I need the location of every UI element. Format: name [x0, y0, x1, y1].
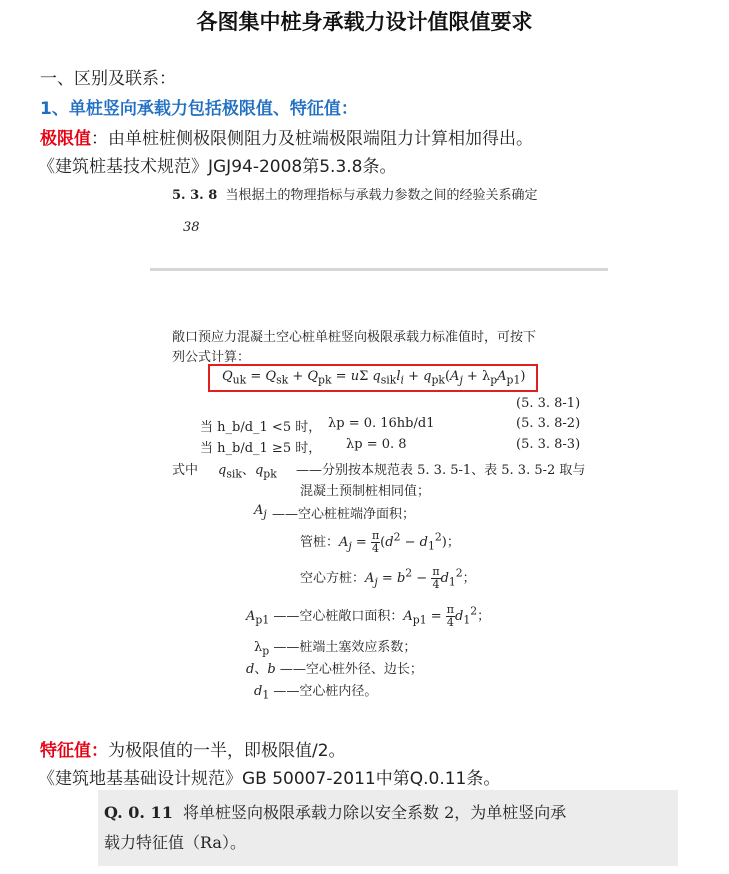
eq-number-2: (5. 3. 8-2) — [516, 416, 581, 431]
scan2-clause-number: Q. 0. 11 — [104, 803, 173, 822]
d1-line: $d_1$ ——空心桩内径。 — [254, 684, 378, 702]
apl-formula: $A_{p1}$ ——空心桩敞口面积：$A_{p1}$ = $\frac{\pi}{4}$ $d_1^2$； — [246, 603, 491, 629]
where-q-symbols: $q_{sik}$、$q_{pk}$ — [218, 463, 277, 481]
scan-page-number: 38 — [183, 220, 200, 235]
apl-text: ——空心桩敞口面积： — [273, 609, 404, 624]
lambda-line: $\lambda_p$ ——桩端土塞效应系数； — [254, 640, 417, 658]
where-label: 式中 — [172, 463, 199, 478]
page-title: 各图集中桩身承载力设计值限值要求 — [196, 10, 533, 34]
scan2-line2: 载力特征值（Ra）。 — [104, 833, 246, 852]
limit-value-line — [40, 124, 533, 149]
where-q-text2: 混凝土预制桩相同值； — [300, 484, 431, 499]
limit-label: 极限值 — [40, 129, 91, 149]
limit-text: ：由单桩桩侧极限侧阻力及桩端极限端阻力计算相加得出。 — [91, 129, 533, 149]
scan-paragraph-line1: 敞口预应力混凝土空心桩单桩竖向极限承载力标准值时，可按下 — [172, 330, 537, 345]
characteristic-label: 特征值： — [40, 741, 108, 761]
eq2-condition: 当 h_b/d_1 <5 时， — [200, 420, 322, 435]
lambda-text: ——桩端土塞效应系数； — [273, 640, 417, 655]
aj-text: ——空心桩桩端净面积； — [272, 507, 416, 522]
hollow-square-formula: 空心方桩：$A_j = b^2$ − $\frac{\pi}{4}$ $d_1^2$； — [300, 565, 476, 591]
limit-reference: 《建筑桩基技术规范》JGJ94-2008第5.3.8条。 — [38, 157, 397, 177]
pipe-pile-label: 管桩： — [300, 535, 340, 550]
where-q-text: ——分别按本规范表 5. 3. 5-1、表 5. 3. 5-2 取与 — [296, 463, 586, 478]
scan2-line1 — [104, 800, 566, 823]
pipe-pile-formula: 管桩：$A_j$ = $\frac{\pi}{4}$ $(d^2 - d_1^2)$； — [300, 529, 460, 555]
scan-clause — [172, 184, 538, 203]
point-1-heading: 1、单桩竖向承载力包括极限值、特征值： — [40, 99, 358, 119]
page-separator — [150, 268, 608, 271]
eq-number-3: (5. 3. 8-3) — [516, 437, 581, 452]
d1-text: ——空心桩内径。 — [273, 684, 378, 699]
db-text: ——空心桩外径、边长； — [279, 662, 423, 677]
scan2-text1: 将单桩竖向极限承载力除以安全系数 2，为单桩竖向承 — [183, 803, 567, 822]
section-heading: 一、区别及联系： — [40, 69, 176, 89]
scan-clause-text: 当根据土的物理指标与承载力参数之间的经验关系确定 — [225, 188, 538, 203]
hollow-square-label: 空心方桩： — [300, 571, 366, 586]
db-line: d、b ——空心桩外径、边长； — [246, 662, 423, 677]
eq2-expression: λp = 0. 16hb/d1 — [328, 416, 435, 431]
characteristic-value-line — [40, 736, 346, 761]
scan-paragraph-line2: 列公式计算： — [172, 350, 251, 365]
eq3-expression: λp = 0. 8 — [346, 437, 407, 452]
eq3-condition: 当 h_b/d_1 ≥5 时， — [200, 441, 322, 456]
aj-symbol: $A_j$ — [254, 503, 267, 521]
characteristic-reference: 《建筑地基基础设计规范》GB 50007-2011中第Q.0.11条。 — [38, 769, 501, 789]
main-formula: $Q_{uk} = Q_{sk} + Q_{pk} = u\Sigma$ $q_{sik}l_i + q_{pk}(A_j + \lambda_pA_{p1})$ — [222, 369, 526, 387]
characteristic-text: 为极限值的一半，即极限值/2。 — [108, 741, 346, 761]
eq-number-1: (5. 3. 8-1) — [516, 396, 581, 411]
scan-clause-number: 5. 3. 8 — [172, 188, 218, 203]
